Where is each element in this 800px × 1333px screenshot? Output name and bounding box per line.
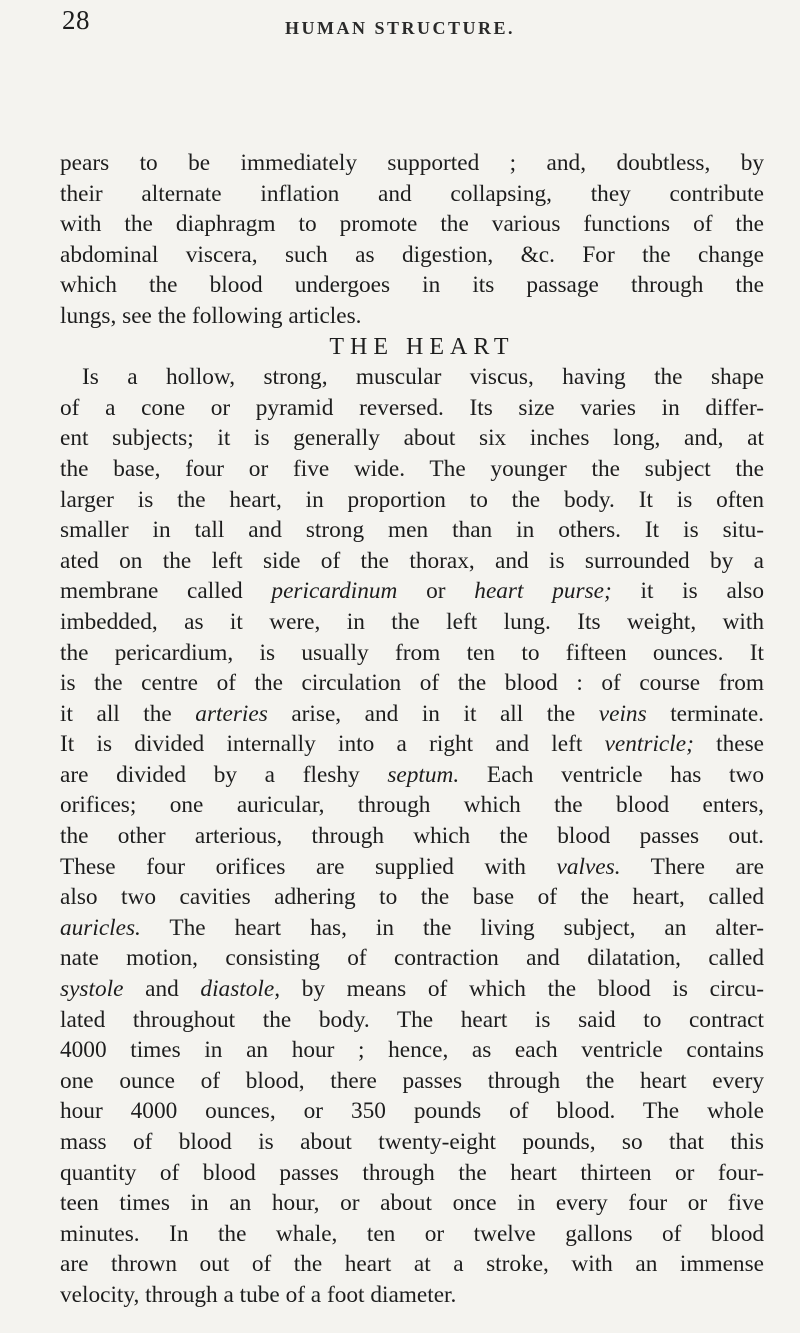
text-line: teen times in an hour, or about once in every four or five xyxy=(60,1190,764,1217)
italic-term: systole xyxy=(60,976,124,1003)
text-line xyxy=(60,699,764,730)
text-run: membrane called xyxy=(60,578,272,605)
text-run: These four orifices are supplied with xyxy=(60,853,557,880)
text-run: it is also xyxy=(611,578,764,605)
text-line: of a cone or pyramid reversed. Its size varies in differ- xyxy=(60,394,764,421)
text-line: pears to be immediately supported ; and, doubtless, by xyxy=(60,150,764,176)
text-run: by means of which the blood is circu- xyxy=(280,976,764,1003)
text-line: velocity, through a tube of a foot diameter. xyxy=(60,1281,457,1308)
text-line xyxy=(60,852,764,883)
text-line: 4000 times in an hour ; hence, as each ventricle contains xyxy=(60,1037,764,1064)
text-run: it all the xyxy=(60,700,196,727)
text-line: their alternate inflation and collapsing, they contribute xyxy=(60,180,764,207)
page-number: 28 xyxy=(62,5,90,35)
text-run: are divided by a fleshy xyxy=(60,761,388,788)
running-title: HUMAN STRUCTURE. xyxy=(284,18,515,38)
text-run: There are xyxy=(620,853,764,880)
text-line xyxy=(60,729,764,760)
italic-term: septum. xyxy=(387,761,460,788)
text-line: the pericardium, is usually from ten to fifteen ounces. It xyxy=(60,639,764,666)
text-line xyxy=(60,913,764,944)
section-heading: THE HEART xyxy=(329,333,515,360)
text-line: lated throughout the body. The heart is said to contract xyxy=(60,1006,764,1033)
text-line: mass of blood is about twenty-eight pounds, so that this xyxy=(60,1129,764,1155)
text-run: Each ventricle has two xyxy=(459,761,764,788)
italic-term: ventricle; xyxy=(604,731,694,758)
italic-term: heart purse; xyxy=(474,578,612,605)
text-line: lungs, see the following articles. xyxy=(60,302,362,329)
italic-term: diastole, xyxy=(200,976,281,1003)
text-line: minutes. In the whale, ten or twelve gallons of blood xyxy=(60,1220,764,1247)
text-line: smaller in tall and strong men than in others. It is situ- xyxy=(60,517,764,544)
text-line: are thrown out of the heart at a stroke, with an immense xyxy=(60,1251,764,1278)
italic-term: pericardinum xyxy=(271,578,398,605)
text-run: these xyxy=(693,731,764,758)
body-text xyxy=(60,148,764,1311)
text-line: orifices; one auricular, through which the blood enters, xyxy=(60,792,764,819)
italic-term: auricles. xyxy=(60,914,141,941)
text-line: imbedded, as it were, in the left lung. Its weight, with xyxy=(60,608,764,635)
text-line xyxy=(60,576,764,607)
text-line: the base, four or five wide. The younger the subject the xyxy=(60,455,764,482)
italic-term: veins xyxy=(598,700,647,727)
italic-term: valves. xyxy=(556,853,621,880)
text-run: It is divided internally into a right and left xyxy=(60,731,605,758)
text-line: with the diaphragm to promote the various functions of the xyxy=(60,211,764,238)
text-line: hour 4000 ounces, or 350 pounds of blood. The whole xyxy=(60,1098,764,1125)
text-line: the other arterious, through which the blood passes out. xyxy=(60,823,764,850)
text-line xyxy=(60,760,764,791)
text-line: also two cavities adhering to the base of the heart, called xyxy=(60,884,764,911)
text-run: arise, and in it all the xyxy=(267,700,599,727)
text-line: one ounce of blood, there passes through the heart every xyxy=(60,1067,764,1094)
text-line: abdominal viscera, such as digestion, &c. For the change xyxy=(60,241,764,268)
text-line: quantity of blood passes through the heart thirteen or four- xyxy=(60,1159,764,1186)
text-line xyxy=(60,974,764,1005)
text-line: Is a hollow, strong, muscular viscus, having the shape xyxy=(82,364,764,391)
text-line: larger is the heart, in proportion to the body. It is often xyxy=(60,486,764,513)
text-line: ated on the left side of the thorax, and is surrounded by a xyxy=(60,547,764,574)
text-line: which the blood undergoes in its passage through the xyxy=(60,272,764,299)
text-run: or xyxy=(397,578,475,605)
text-line: ent subjects; it is generally about six inches long, and, at xyxy=(60,425,764,452)
text-run: and xyxy=(123,976,201,1003)
text-line: nate motion, consisting of contraction and dilatation, called xyxy=(60,945,764,972)
text-run: The heart has, in the living subject, an alter- xyxy=(140,914,764,941)
italic-term: arteries xyxy=(195,700,268,727)
text-run: terminate. xyxy=(646,700,764,727)
text-line: is the centre of the circulation of the blood : of course from xyxy=(60,670,764,697)
